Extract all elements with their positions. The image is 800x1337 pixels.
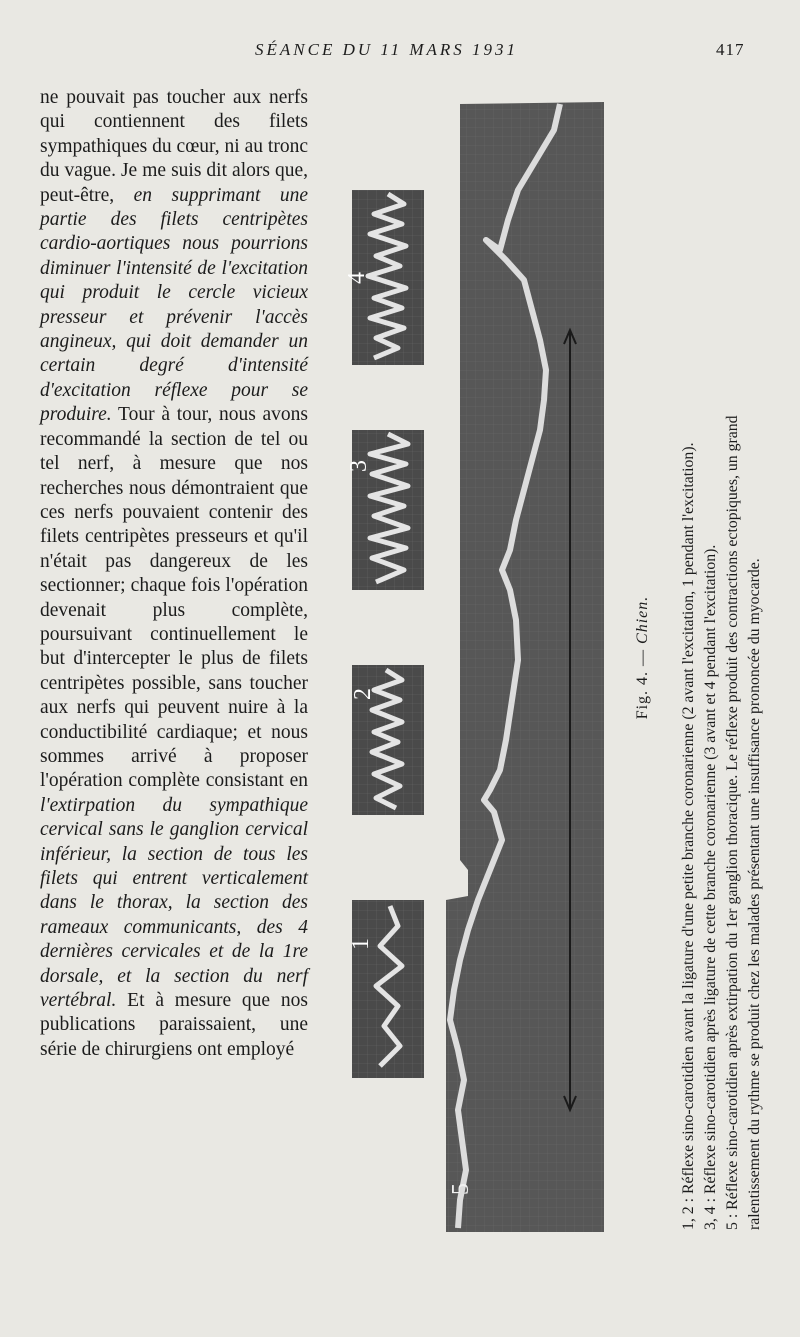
body-run: Tour à tour, nous avons recommandé la section de tel ou tel nerf, à mesure que nos recherches nous démontraient que ces nerfs pouvaient contenir des filets centripètes presseurs et qu'il n'était pas dangereux de les sectionner; chaque fois l'opération devenait plus complète, poursuivant continuellement le but d'intercepter le plus de filets centripètes possible, sans toucher aux nerfs qui peuvent nuire à la conductibilité cardiaque; et nous sommes arrivé à proposer l'opération complète consistant en <box>40 404 308 792</box>
body-run: ne pouvait pas toucher aux nerfs qui contiennent des filets sympathiques du cœur, ni au tronc du vague. Je me suis dit alors que, peut-être, <box>40 87 308 206</box>
figure-4-tracings <box>340 100 610 1235</box>
strip-label-4: 4 <box>344 272 370 284</box>
body-run: Et à mesure que nos publications paraissaient, une série de chirurgiens ont employé <box>40 990 308 1060</box>
tracing-strip-5 <box>446 102 604 1232</box>
strip-label-2: 2 <box>350 688 376 700</box>
tracing-svg <box>340 100 610 1235</box>
body-paragraph <box>40 86 308 1062</box>
running-title: SÉANCE DU 11 MARS 1931 <box>255 40 519 59</box>
tracing-strip-2 <box>350 665 424 815</box>
tracing-strip-3 <box>346 430 424 590</box>
running-header <box>0 40 800 66</box>
tracing-strip-1 <box>348 900 424 1078</box>
figure-title-prefix: Fig. 4. — <box>634 643 651 720</box>
strip-label-3: 3 <box>346 460 372 472</box>
caption-line: 5 : Réflexe sino-carotidien après extirpation du 1er ganglion thoracique. Le réflexe produit des contractions ectopiques, un grand <box>724 415 741 1230</box>
body-run-italic: en supprimant une partie des filets centripètes cardio-aortiques nous pourrions diminuer l'intensité de l'excitation qui produit le cercle vicieux presseur et prévenir l'accès angineux, qui doit demander un certain degré d'intensité d'excitation réflexe pour se produire. <box>40 184 308 426</box>
figure-caption <box>632 85 763 1230</box>
strip-label-5: 5 <box>448 1183 474 1195</box>
page-number: 417 <box>716 40 745 59</box>
tracing-strip-4 <box>344 190 424 365</box>
caption-line: 3, 4 : Réflexe sino-carotidien après ligature de cette branche coronarienne (3 avant et 4 pendant l'excitation). <box>702 544 719 1230</box>
figure-title-italic: Chien. <box>634 595 651 644</box>
caption-line: 1, 2 : Réflexe sino-carotidien avant la ligature d'une petite branche coronarienne (2 avant l'excitation, 1 pendant l'excitation). <box>680 442 697 1230</box>
strip-label-1: 1 <box>348 938 374 950</box>
body-run-italic: l'extirpation du sympathique cervical sans le ganglion cervical inférieur, la section de tous les filets qui entrent verticalement dans le thorax, la section des rameaux communicants, des 4 dernières cervicales et de la 1re dorsale, et la section du nerf vertébral. <box>40 794 308 1012</box>
caption-line: ralentissement du rythme se produit chez les malades présentant une insuffisance prononcée du myocarde. <box>746 558 763 1230</box>
figure-title <box>632 85 654 1230</box>
